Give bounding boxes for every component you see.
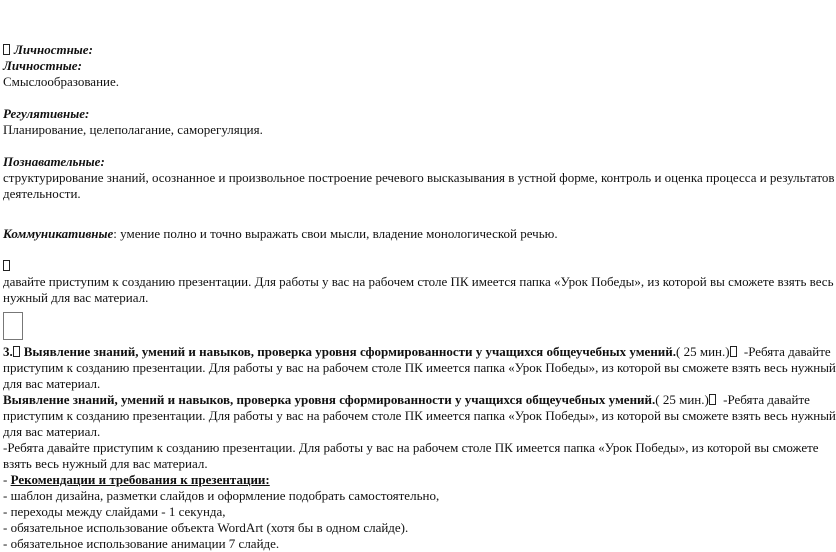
recommendation-item: - обязательное использование объекта WordArt (хотя бы в одном слайде). — [3, 520, 409, 535]
repeat-time: ( 25 мин.) — [655, 392, 709, 407]
regulyativnye-heading: Регулятивные: — [3, 106, 90, 121]
step3-line-3: для вас материал. — [3, 376, 101, 391]
empty-frame — [3, 312, 23, 340]
poznavatelnye-heading: Познавательные: — [3, 154, 105, 169]
intro-line-2: нужный для вас материал. — [3, 290, 149, 305]
lichnostnye-text: Смыслообразование. — [3, 74, 120, 89]
lichnostnye-bullet-heading: Личностные: — [14, 42, 93, 57]
kommunikativnye-text: : умение полно и точно выражать свои мысли, владение монологической речью. — [113, 226, 558, 241]
repeat-title: Выявление знаний, умений и навыков, проверка уровня сформированности у учащихся общеучебных умений. — [3, 392, 656, 407]
poznavatelnye-text-2: деятельности. — [3, 186, 81, 201]
children-line-1: -Ребята давайте приступим к созданию презентации. Для работы у вас на рабочем столе ПК имеется папка «Урок Победы», из которой вы сможете — [3, 440, 819, 455]
recommendation-item: - шаблон дизайна, разметки слайдов и оформление подобрать самостоятельно, — [3, 488, 440, 503]
symbol-line — [3, 258, 811, 274]
repeat-text-1: -Ребята давайте — [719, 392, 810, 407]
step3-symbol-icon — [13, 346, 20, 357]
intro-line-1: давайте приступим к созданию презентации. Для работы у вас на рабочем столе ПК имеется папка «Урок Победы», из которой вы сможете взять весь — [3, 274, 834, 289]
step3-number: 3. — [3, 344, 13, 359]
repeat-line-2: приступим к созданию презентации. Для работы у вас на рабочем столе ПК имеется папка «Урок Победы», из которой вы сможете взять весь нужный — [3, 408, 836, 423]
symbol-icon — [3, 260, 10, 271]
children-line-2: взять весь нужный для вас материал. — [3, 456, 208, 471]
step3-time: ( 25 мин.) — [676, 344, 730, 359]
step3-line-2: приступим к созданию презентации. Для работы у вас на рабочем столе ПК имеется папка «Урок Победы», из которой вы сможете взять весь нужный — [3, 360, 836, 375]
recommendations-heading-line — [3, 472, 811, 488]
repeat-line-1 — [3, 392, 811, 408]
step3-symbol-2-icon — [730, 346, 737, 357]
recommendation-item: - переходы между слайдами - 1 секунда, — [3, 504, 226, 519]
step3-line-1 — [3, 344, 831, 360]
step3-title: Выявление знаний, умений и навыков, проверка уровня сформированности у учащихся общеучебных умений. — [23, 344, 677, 359]
recommendation-item: - обязательное использование анимации 7 слайде. — [3, 536, 280, 551]
lichnostnye-bullet-line — [3, 42, 811, 58]
document-page — [3, 42, 836, 552]
recommendations-dash: - — [3, 472, 11, 487]
lichnostnye-heading: Личностные: — [3, 58, 82, 73]
poznavatelnye-text-1: структурирование знаний, осознанное и произвольное построение речевого высказывания в устной форме, контроль и оценка процесса и результатов — [3, 170, 835, 185]
kommunikativnye-line — [3, 226, 811, 242]
step3-text-1: -Ребята давайте — [740, 344, 831, 359]
regulyativnye-text: Планирование, целеполагание, саморегуляция. — [3, 122, 263, 137]
recommendations-heading: Рекомендации и требования к презентации: — [10, 472, 270, 487]
repeat-line-3: для вас материал. — [3, 424, 101, 439]
repeat-symbol-icon — [709, 394, 716, 405]
bullet-symbol-icon — [3, 44, 10, 55]
kommunikativnye-heading: Коммуникативные — [3, 226, 114, 241]
